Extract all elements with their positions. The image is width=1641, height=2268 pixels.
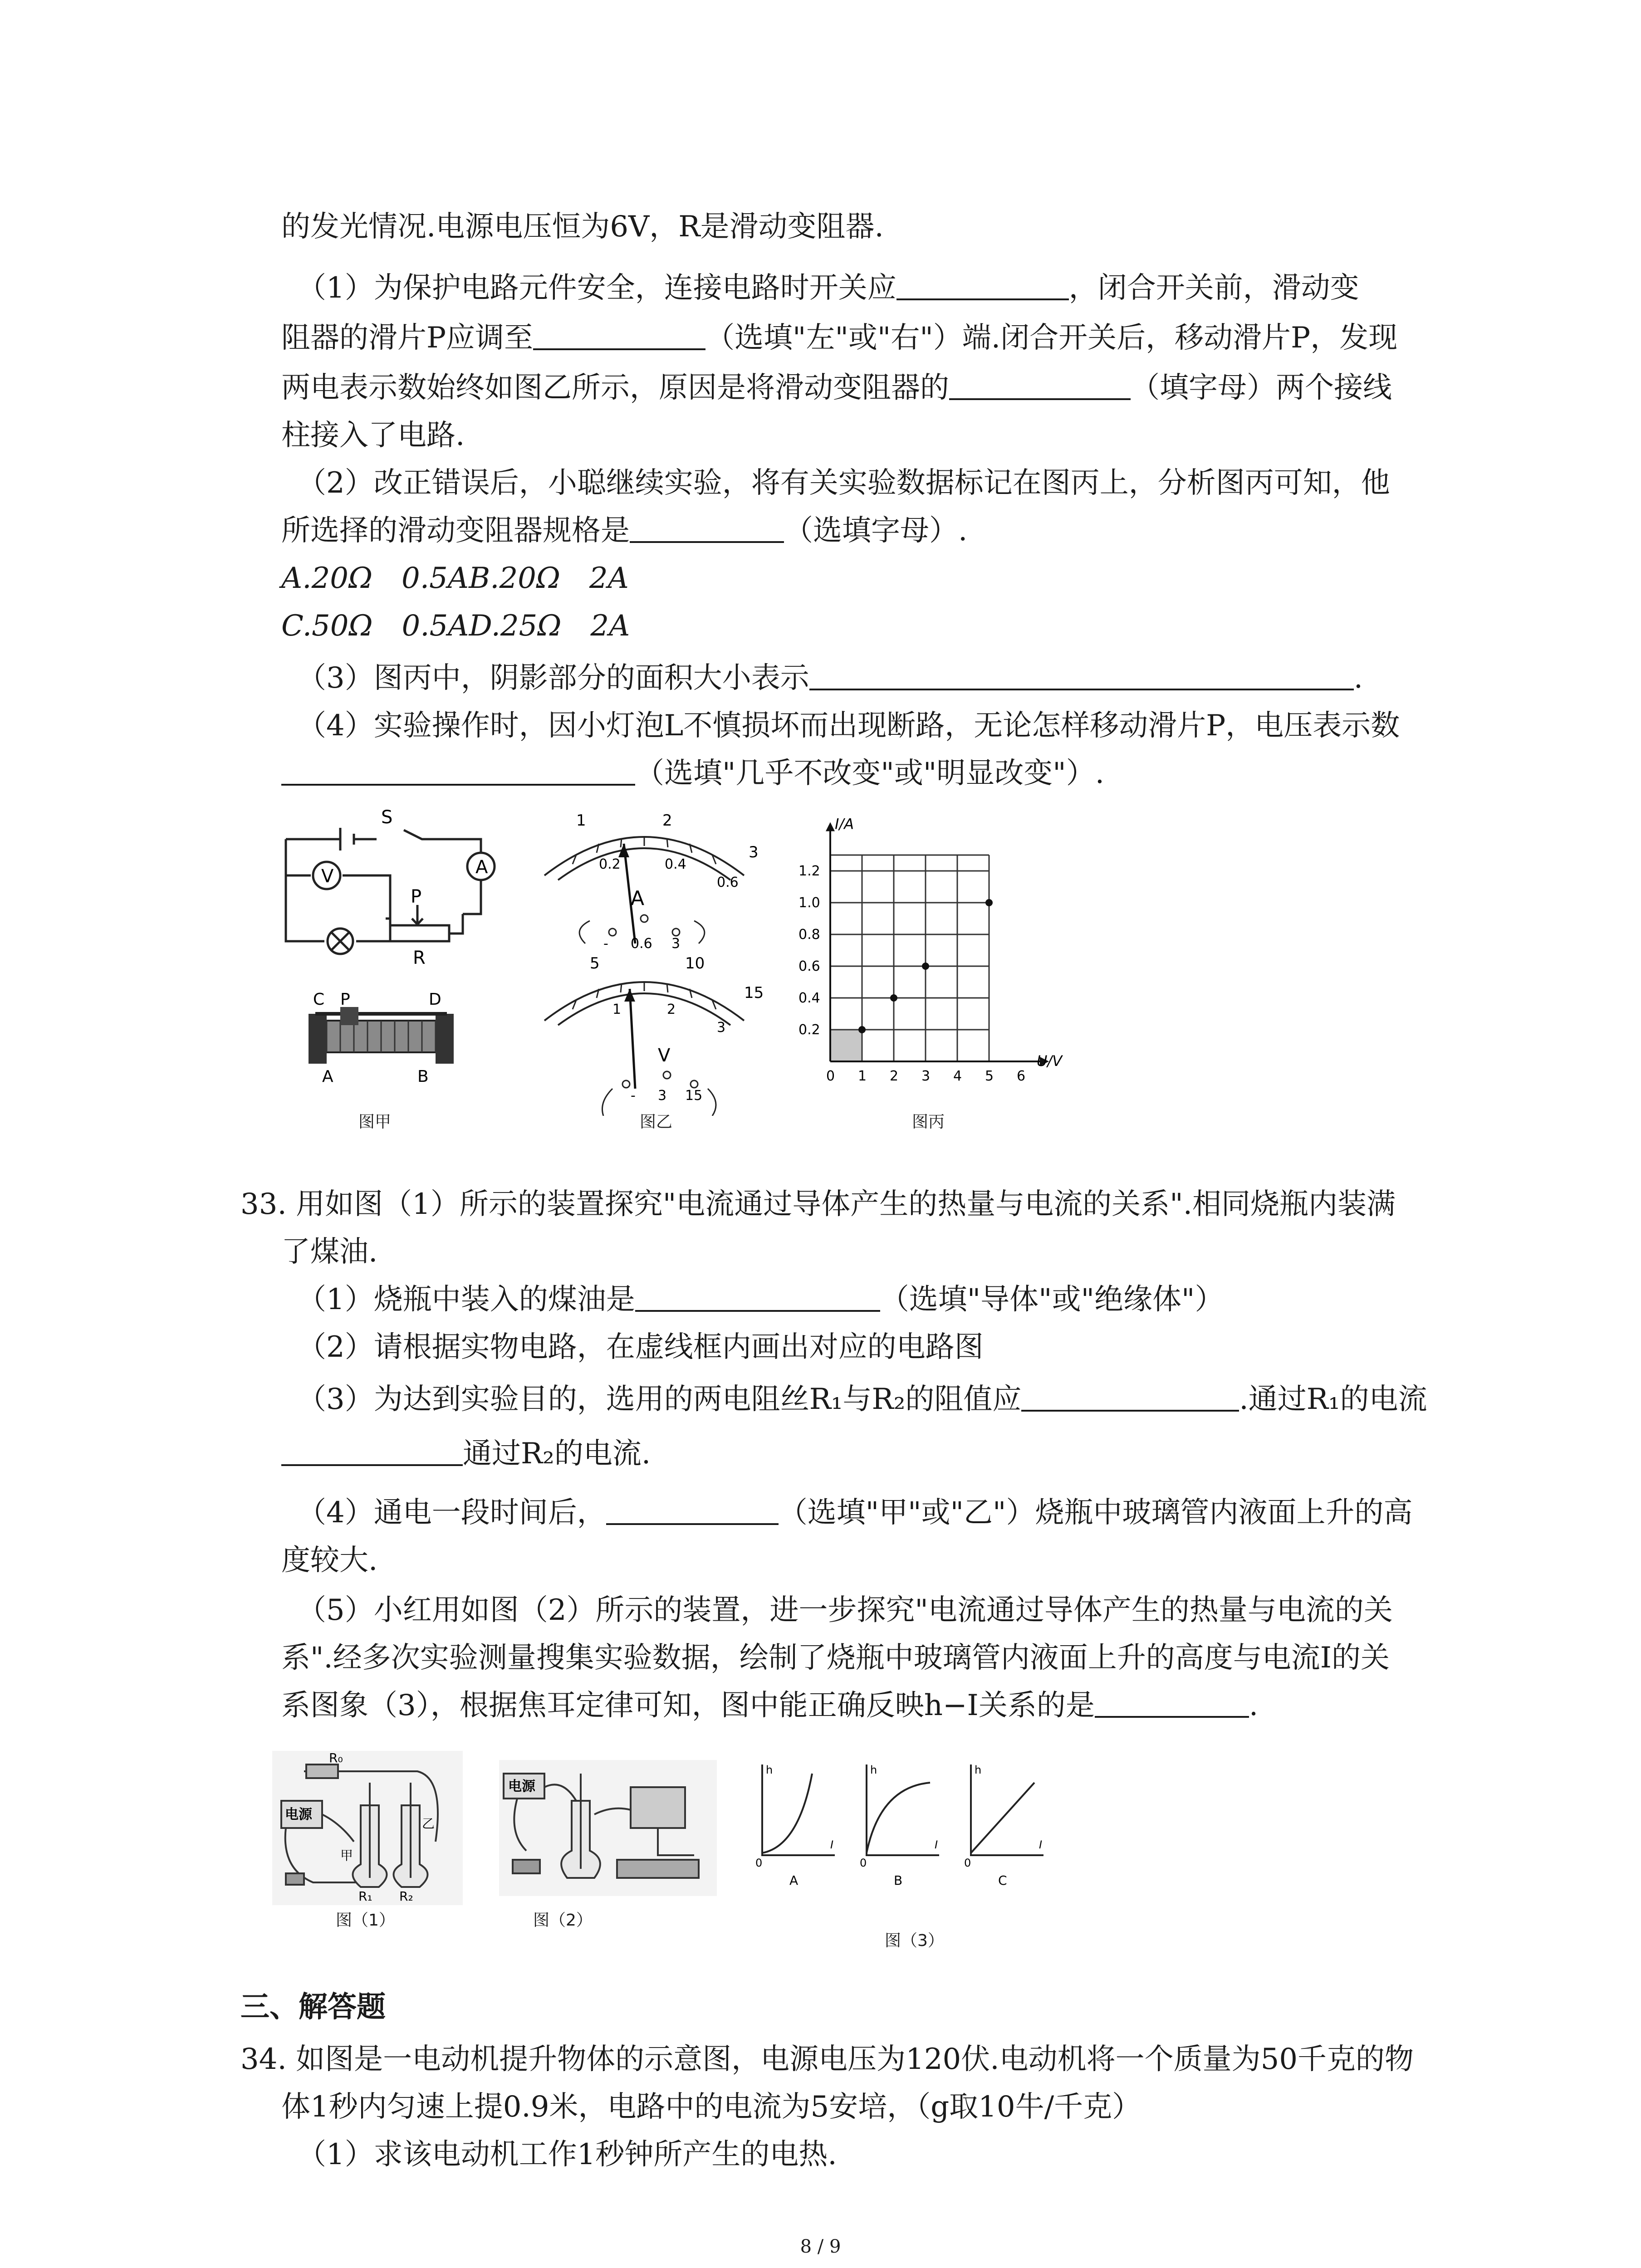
graph-B-h: h (870, 1764, 877, 1776)
y-axis-title: I/A (835, 816, 854, 833)
terminal-B: B (417, 1067, 429, 1086)
q33-intro-line2: 了煤油. (281, 1235, 378, 1269)
data-point (922, 963, 929, 970)
q33-intro-line1: 33. 用如图（1）所示的装置探究"电流通过导体产生的热量与电流的关系".相同烧瓶内装满 (240, 1188, 1396, 1221)
answer-blank[interactable] (281, 1436, 463, 1466)
q32-part1-line2: 阻器的滑片P应调至 （选填"左"或"右"）端.闭合开关后，移动滑片P，发现 (281, 321, 1398, 355)
ammeter-terminal-06: 0.6 (631, 936, 652, 952)
voltmeter-scale-top-3: 15 (744, 984, 764, 1002)
y-axis-arrow (826, 822, 835, 831)
data-point (985, 899, 993, 906)
ammeter-label: A (475, 857, 488, 878)
ammeter-terminal-3: 3 (671, 936, 681, 952)
figure-q33-2 (499, 1760, 717, 1896)
x-tick-label: 6 (1017, 1068, 1026, 1084)
q32-part2-line2: 所选择的滑动变阻器规格是 （选填字母）. (281, 514, 968, 547)
q34-line2: 体1秒内匀速上提0.9米，电路中的电流为5安培，（g取10牛/千克） (281, 2090, 1141, 2124)
voltmeter-terminal-15: 15 (685, 1088, 703, 1104)
page-number: 8 / 9 (800, 2236, 841, 2257)
ammeter-unit: A (631, 887, 645, 910)
r0-label: R₀ (329, 1751, 343, 1765)
q34-line1: 34. 如图是一电动机提升物体的示意图，电源电压为120伏.电动机将一个质量为50千克的物 (240, 2043, 1414, 2076)
answer-blank[interactable] (896, 270, 1069, 300)
q33-part4-line1: （4）通电一段时间后， （选填"甲"或"乙"）烧瓶中玻璃管内液面上升的高 (297, 1496, 1413, 1530)
q32-part4-line2: （选填"几乎不改变"或"明显改变"）. (281, 753, 1104, 794)
rheostat-photo (309, 1007, 454, 1064)
caption-fig2: 图（2） (533, 1911, 593, 1930)
ammeter-scale-bottom-1: 0.2 (599, 856, 621, 872)
voltmeter-scale-top-2: 10 (685, 954, 705, 973)
q32-part1-line1: （1）为保护电路元件安全，连接电路时开关应 ，闭合开关前，滑动变 (297, 271, 1359, 305)
q32-part3: （3）图丙中，阴影部分的面积大小表示 . (297, 661, 1363, 695)
q33-part5-line3: 系图象（3），根据焦耳定律可知，图中能正确反映h−I关系的是 . (281, 1689, 1259, 1722)
q33-part1: （1）烧瓶中装入的煤油是 （选填"导体"或"绝缘体"） (297, 1283, 1224, 1316)
q32-options-row2: C.50Ω 0.5AD.25Ω 2A (281, 609, 630, 643)
q33-part5-line2: 系".经多次实验测量搜集实验数据，绘制了烧瓶中玻璃管内液面上升的高度与电流I的关 (281, 1641, 1390, 1675)
y-tick-label: 1.2 (798, 863, 820, 879)
voltmeter-scale-bottom-2: 2 (667, 1002, 676, 1017)
graph-A-label: A (789, 1873, 798, 1888)
q33-part3-line1: （3）为达到实验目的，选用的两电阻丝R₁与R₂的阻值应 .通过R₁的电流 (297, 1383, 1427, 1416)
voltmeter-scale-bottom-1: 1 (612, 1002, 622, 1017)
ammeter-scale-bottom-2: 0.4 (665, 856, 686, 872)
q33-part4-line2: 度较大. (281, 1544, 378, 1577)
caption-fig3: 图（3） (885, 1931, 944, 1950)
r2-label: R₂ (399, 1889, 413, 1904)
answer-blank[interactable] (281, 756, 635, 786)
figure-q33-1 (272, 1751, 463, 1905)
terminal-A: A (322, 1067, 333, 1086)
y-tick-label: 0.6 (798, 958, 820, 974)
ammeter-terminal-neg: - (603, 936, 608, 952)
x-tick-label: 4 (953, 1068, 962, 1084)
rheostat-label: R (413, 948, 426, 968)
flask-jia-label: 甲 (340, 1848, 353, 1863)
answer-blank[interactable] (809, 660, 1354, 690)
caption-fig1: 图（1） (336, 1911, 395, 1930)
x-tick-label: 0 (826, 1068, 835, 1084)
graph-A-h: h (766, 1764, 773, 1776)
shaded-area (830, 1030, 862, 1061)
y-tick-label: 0.4 (798, 990, 820, 1006)
q34-part1: （1）求该电动机工作1秒钟所产生的电热. (297, 2138, 837, 2171)
caption-yi: 图乙 (640, 1113, 673, 1131)
answer-blank[interactable] (949, 370, 1131, 400)
x-axis-title: U/V (1037, 1052, 1063, 1070)
caption-jia: 图甲 (358, 1113, 392, 1131)
q33-part5-line1: （5）小红用如图（2）所示的装置，进一步探究"电流通过导体产生的热量与电流的关 (297, 1593, 1393, 1627)
terminal-P: P (340, 990, 350, 1009)
answer-blank[interactable] (635, 1282, 880, 1312)
caption-bing: 图丙 (912, 1113, 945, 1131)
q33-part3-line2: 通过R₂的电流. (281, 1433, 651, 1474)
x-tick-label: 3 (921, 1068, 931, 1084)
figure-q33-3 (744, 1755, 1071, 1892)
q32-options-row1: A.20Ω 0.5AB.20Ω 2A (281, 562, 629, 595)
answer-blank[interactable] (1021, 1382, 1239, 1412)
terminal-D: D (429, 990, 441, 1009)
q32-part1-line3: 两电表示数始终如图乙所示，原因是将滑动变阻器的 （填字母）两个接线 (281, 371, 1392, 405)
figure-yi (522, 807, 776, 1116)
x-tick-label: 5 (985, 1068, 994, 1084)
graph-C-label: C (998, 1873, 1007, 1888)
ammeter-scale-top-3: 3 (749, 843, 759, 861)
ammeter-scale-bottom-3: 0.6 (717, 875, 739, 890)
ammeter-scale-top-1: 1 (576, 811, 586, 830)
q32-intro: 的发光情况.电源电压恒为6V，R是滑动变阻器. (281, 210, 884, 244)
slider-label: P (411, 886, 422, 907)
x-tick-label: 1 (858, 1068, 867, 1084)
data-point (858, 1026, 866, 1033)
ammeter-scale-top-2: 2 (662, 811, 672, 830)
x-tick-label: 2 (890, 1068, 899, 1084)
r1-label: R₁ (358, 1889, 372, 1904)
terminal-C: C (313, 990, 325, 1009)
voltmeter-unit: V (658, 1045, 671, 1066)
voltmeter-scale-bottom-3: 3 (717, 1020, 726, 1036)
q32-part2-line1: （2）改正错误后，小聪继续实验，将有关实验数据标记在图丙上，分析图丙可知，他 (297, 466, 1390, 500)
power-label-2: 电源 (508, 1779, 535, 1794)
y-tick-label: 1.0 (798, 895, 820, 911)
flask-yi-label: 乙 (422, 1816, 435, 1831)
voltmeter-scale-top-1: 5 (590, 954, 600, 973)
graph-C-h: h (975, 1764, 982, 1776)
voltmeter-terminal-3: 3 (658, 1088, 667, 1104)
q32-part4-line1: （4）实验操作时，因小灯泡L不慎损坏而出现断路，无论怎样移动滑片P，电压表示数 (297, 709, 1400, 743)
graph-A-I: I (830, 1838, 834, 1851)
voltmeter-label: V (321, 866, 334, 887)
graph-C-origin: 0 (964, 1857, 971, 1869)
figure-jia (272, 807, 508, 1098)
graph-A-origin: 0 (755, 1857, 763, 1869)
q33-part2: （2）请根据实物电路，在虚线框内画出对应的电路图 (297, 1330, 984, 1364)
y-tick-label: 0.2 (798, 1022, 820, 1038)
answer-blank[interactable] (630, 513, 784, 543)
answer-blank[interactable] (606, 1495, 779, 1525)
y-tick-label: 0.8 (798, 927, 820, 943)
graph-C-I: I (1039, 1838, 1043, 1851)
power-label-1: 电源 (285, 1807, 312, 1823)
figure-bing-chart (789, 816, 1107, 1098)
voltmeter-terminal-neg: - (631, 1088, 636, 1104)
graph-B-origin: 0 (860, 1857, 867, 1869)
graph-B-I: I (935, 1838, 938, 1851)
switch-label: S (381, 807, 393, 828)
answer-blank[interactable] (1095, 1688, 1249, 1718)
data-point (890, 994, 897, 1002)
q32-part1-line4: 柱接入了电路. (281, 419, 465, 452)
answer-blank[interactable] (533, 320, 705, 350)
graph-B-label: B (894, 1873, 903, 1888)
section-heading: 三、解答题 (240, 1990, 386, 2024)
